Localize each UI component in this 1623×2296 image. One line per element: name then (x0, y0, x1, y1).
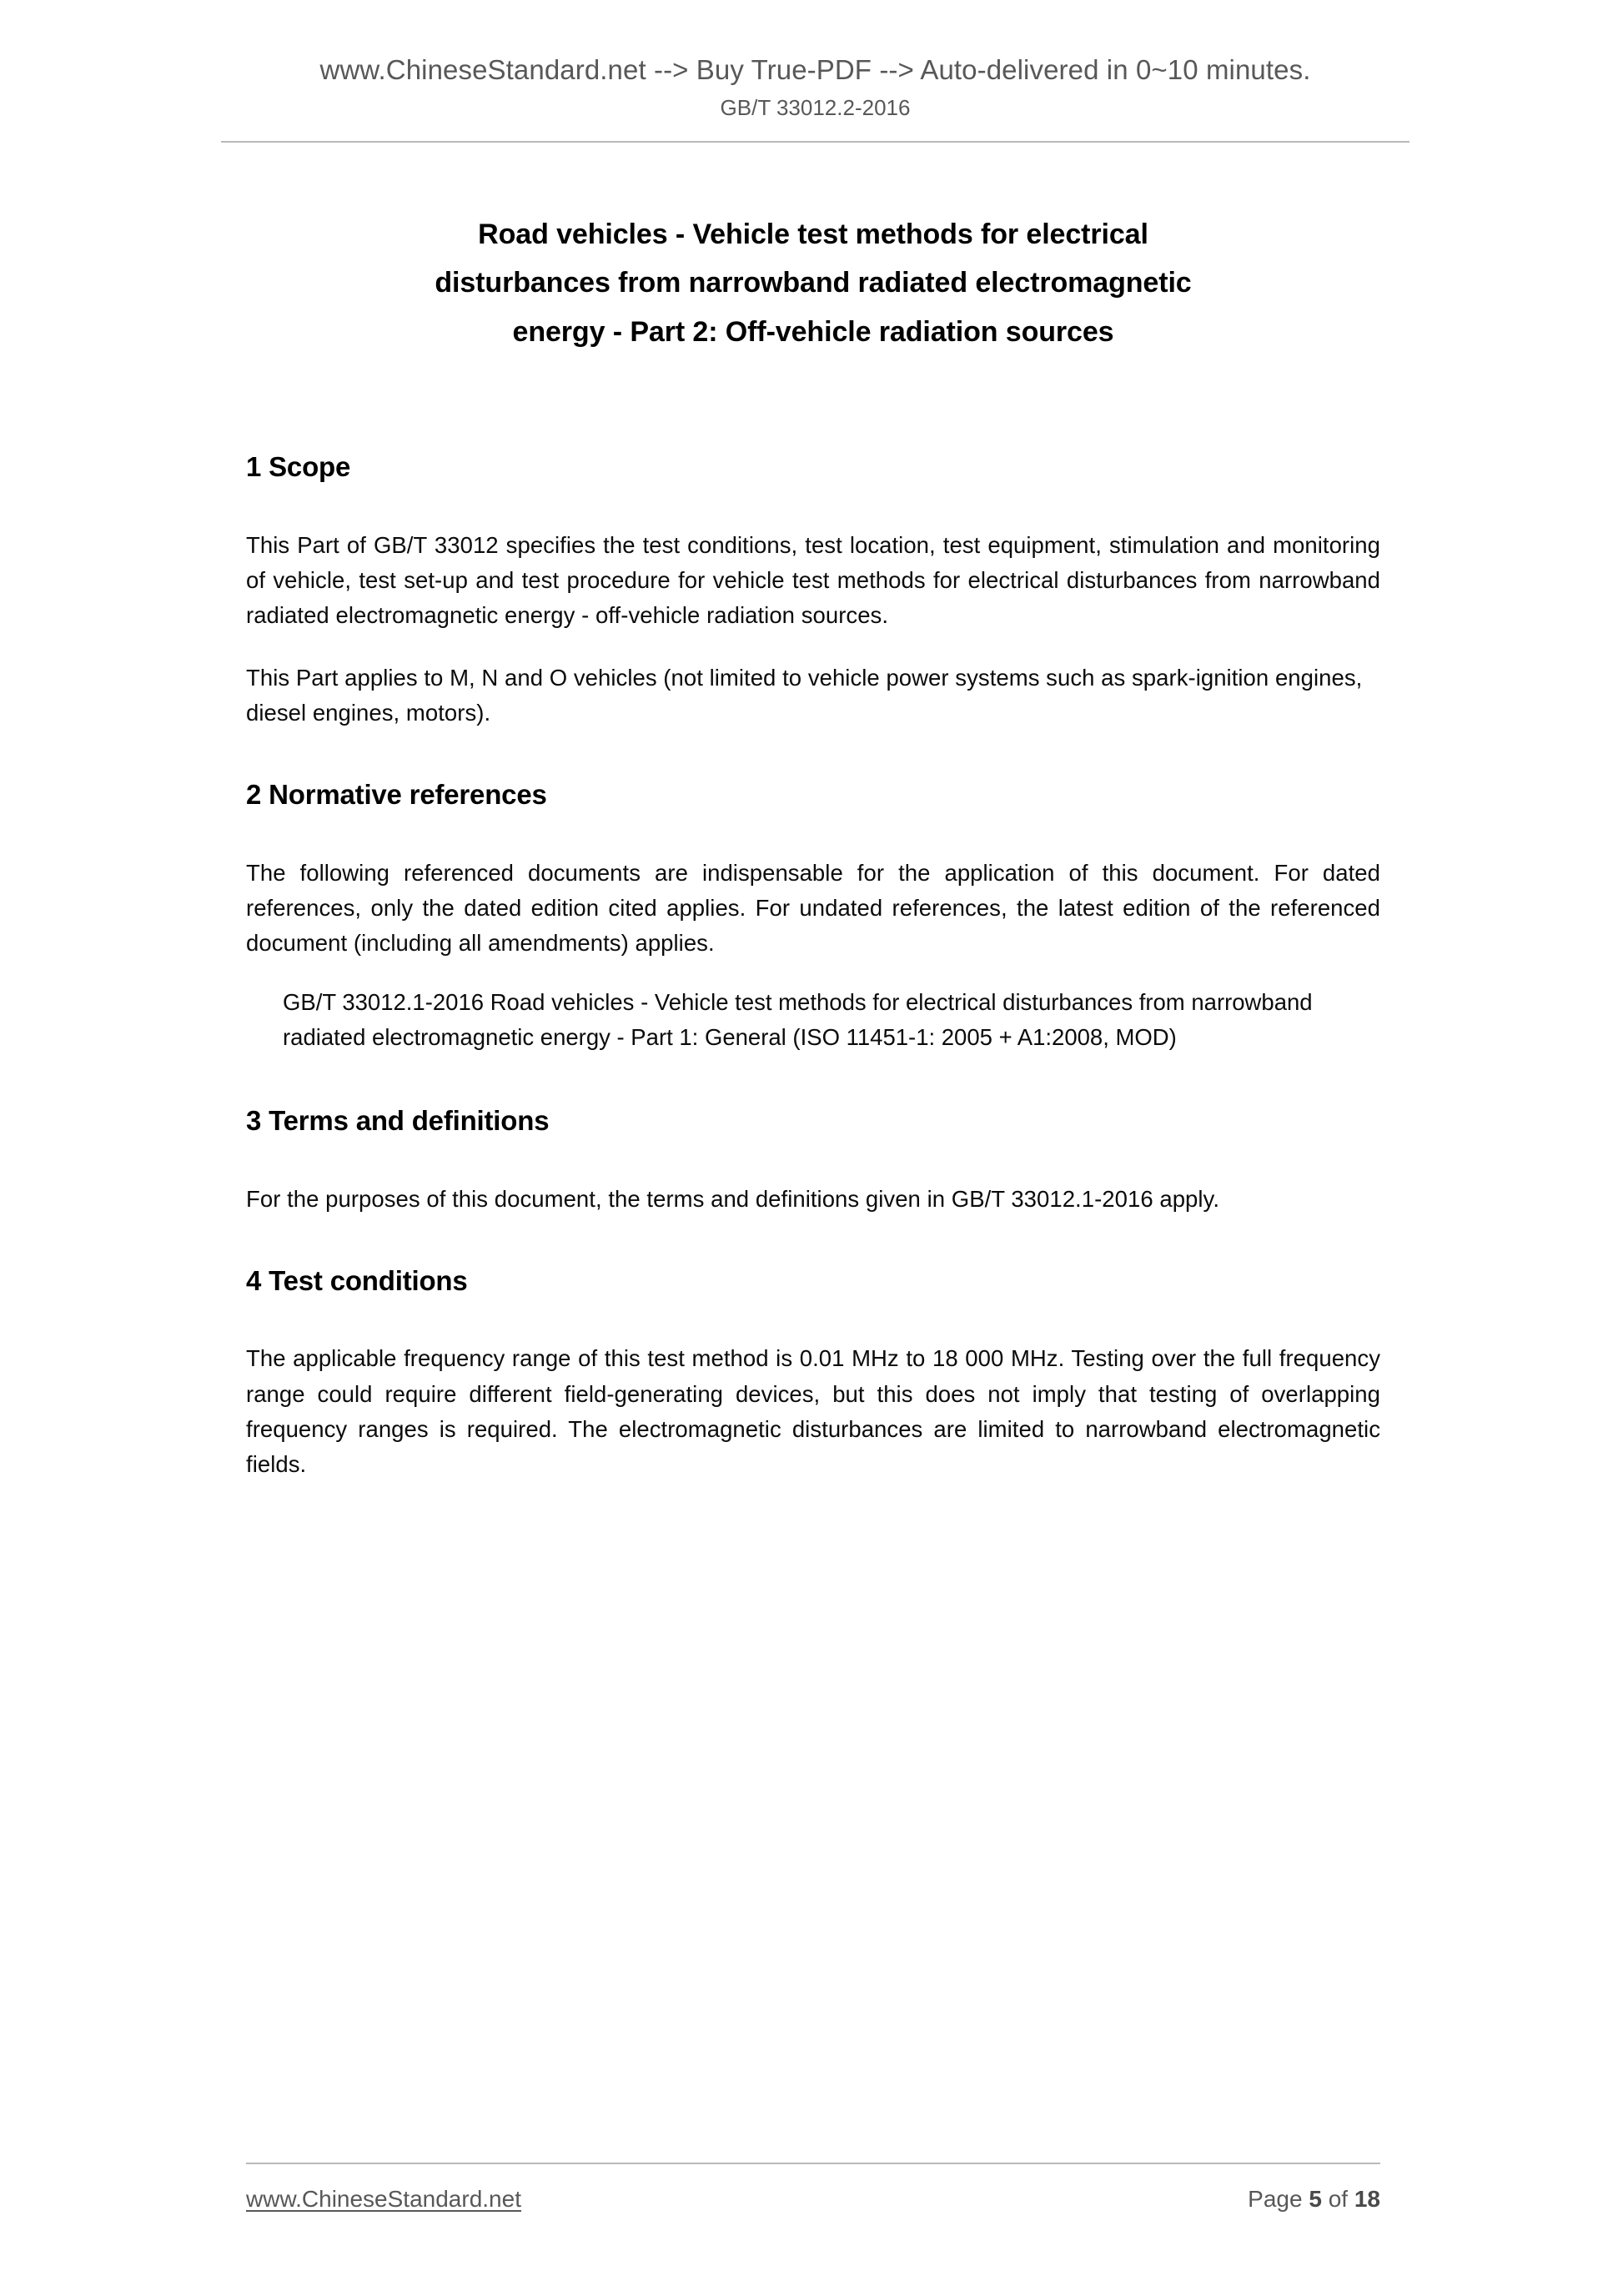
spacer (246, 731, 1380, 777)
spacer (246, 356, 1380, 450)
normative-reference-item: GB/T 33012.1-2016 Road vehicles - Vehicle test methods for electrical disturbances from narrowband radiated electromagnetic energy - Part 1: General (ISO 11451-1: 2005 + A1:2008, MOD) (283, 988, 1313, 1050)
spacer (246, 1217, 1380, 1264)
spacer (246, 634, 1380, 661)
header-divider (221, 141, 1409, 143)
section-heading-test-conditions: 4 Test conditions (246, 1264, 468, 1296)
section-heading-terms-and-definitions: 3 Terms and definitions (246, 1105, 550, 1137)
page-title-line-1: Road vehicles - Vehicle test methods for electrical (478, 219, 1148, 250)
terms-and-definitions-paragraph-1: For the purposes of this document, the terms and definitions given in GB/T 33012.1-2016 apply. (246, 1185, 1220, 1212)
document-content (246, 210, 1380, 1483)
footer-divider (246, 2163, 1380, 2164)
normative-references-paragraph-1: The following referenced documents are indispensable for the application of this document. For dated references, only the dated edition cited applies. For undated references, the latest edition of the referenced document (including all amendments) applies. (246, 859, 1380, 957)
spacer (246, 962, 1380, 985)
section-heading-normative-references: 2 Normative references (246, 779, 547, 811)
test-conditions-paragraph-1: The applicable frequency range of this test method is 0.01 MHz to 18 000 MHz. Testing over the full frequency range could require different field-generating devices, but this does not imply that testing of overlapping frequency ranges is required. The electromagnetic disturbances are limited to narrowband electromagnetic fields. (246, 1345, 1380, 1478)
spacer (246, 1055, 1380, 1103)
footer-of-word: of (1328, 2186, 1349, 2212)
spacer (246, 812, 1380, 856)
page-title (271, 210, 1355, 356)
scope-paragraph-1: This Part of GB/T 33012 specifies the test conditions, test location, test equipment, stimulation and monitoring of vehicle, test set-up and test procedure for vehicle test methods for electrical disturbances from narrowband radiated electromagnetic energy - off-vehicle radiation sources. (246, 531, 1380, 629)
spacer (246, 1298, 1380, 1341)
page-title-line-3: energy - Part 2: Off-vehicle radiation sources (512, 315, 1114, 348)
page-title-line-2: disturbances from narrowband radiated electromagnetic (435, 267, 1192, 299)
scope-paragraph-2: This Part applies to M, N and O vehicles (not limited to vehicle power systems such as spark-ignition engines, diesel engines, motors). (246, 664, 1363, 726)
footer-row (246, 2186, 1380, 2213)
footer-page-word: Page (1248, 2186, 1303, 2212)
normative-reference-list (283, 985, 1380, 1056)
footer-page-indicator (1248, 2186, 1380, 2213)
footer-total-pages: 18 (1354, 2186, 1380, 2212)
section-heading-scope: 1 Scope (246, 451, 351, 483)
page-footer (246, 2163, 1380, 2213)
spacer (246, 1138, 1380, 1182)
footer-website-link[interactable]: www.ChineseStandard.net (246, 2186, 521, 2212)
header-promo-text: www.ChineseStandard.net --> Buy True-PDF --> Auto-delivered in 0~10 minutes. (319, 54, 1311, 85)
page-header (221, 52, 1409, 143)
header-standard-number: GB/T 33012.2-2016 (720, 94, 911, 120)
footer-page-number: 5 (1309, 2186, 1322, 2212)
spacer (246, 485, 1380, 528)
